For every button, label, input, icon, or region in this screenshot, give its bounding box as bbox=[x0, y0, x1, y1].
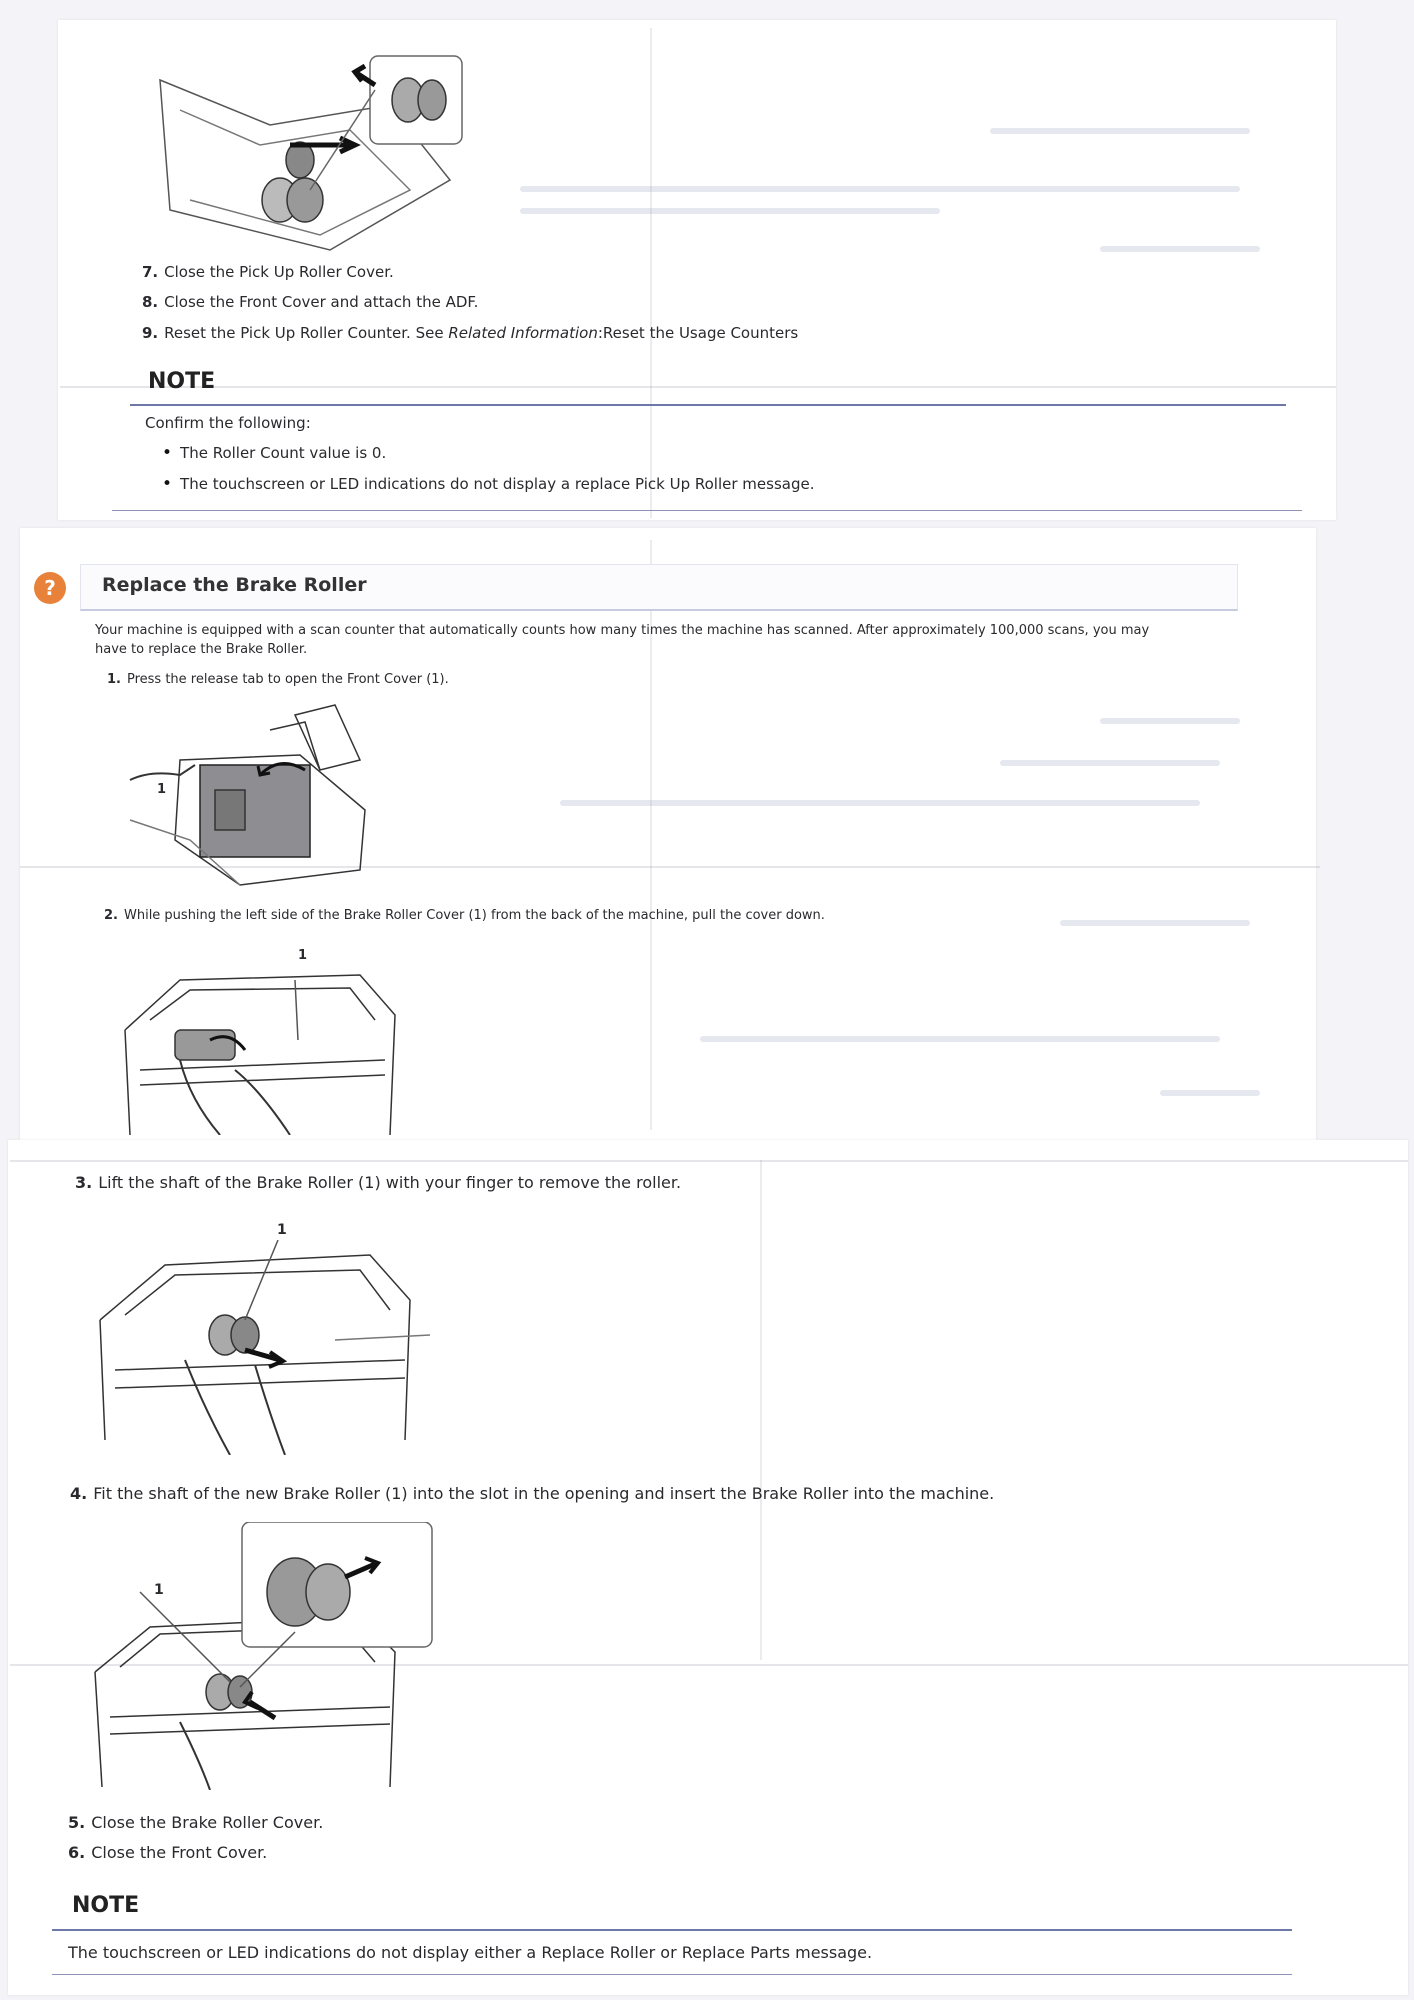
step-text: Close the Pick Up Roller Cover. bbox=[164, 263, 394, 281]
step-number: 6. bbox=[68, 1843, 86, 1862]
bleed-through-text bbox=[560, 800, 1200, 806]
step-text: Close the Brake Roller Cover. bbox=[91, 1813, 324, 1832]
paper-fold bbox=[60, 386, 1336, 388]
step-text: Press the release tab to open the Front Cover (1). bbox=[126, 672, 449, 687]
note-title: NOTE bbox=[72, 1893, 140, 1918]
step-text: Close the Front Cover and attach the ADF. bbox=[164, 293, 479, 311]
callout-label: 1 bbox=[277, 1222, 287, 1238]
note-bullet bbox=[162, 474, 814, 494]
note-text: The touchscreen or LED indications do not display either a Replace Roller or Replace Parts message. bbox=[68, 1943, 873, 1962]
step-text: Lift the shaft of the Brake Roller (1) with your finger to remove the roller. bbox=[98, 1173, 682, 1192]
bleed-through-text bbox=[1000, 760, 1220, 766]
step-3 bbox=[75, 1173, 681, 1192]
step-number: 1. bbox=[107, 672, 121, 687]
callout-label: 1 bbox=[157, 782, 167, 797]
note-divider bbox=[130, 404, 1286, 406]
bleed-through-text bbox=[1060, 920, 1250, 926]
paper-fold bbox=[760, 1160, 762, 1660]
step-8 bbox=[142, 293, 478, 311]
callout-label: 1 bbox=[298, 948, 308, 963]
step-9 bbox=[142, 324, 798, 342]
bleed-through-text bbox=[1100, 718, 1240, 724]
bleed-through-text bbox=[520, 208, 940, 214]
step-text: While pushing the left side of the Brake Roller Cover (1) from the back of the machine, pull the cover down. bbox=[123, 908, 825, 923]
section-intro: Your machine is equipped with a scan counter that automatically counts how many times the machine has scanned. After approximately 100,000 scans, you may bbox=[95, 623, 1150, 638]
bleed-through-text bbox=[700, 1036, 1220, 1042]
step-text: Close the Front Cover. bbox=[91, 1843, 268, 1862]
step-6 bbox=[68, 1843, 267, 1862]
section-intro: have to replace the Brake Roller. bbox=[95, 642, 308, 657]
note-bottom-rule bbox=[112, 510, 1302, 511]
section-title: Replace the Brake Roller bbox=[102, 574, 367, 596]
step-text: Fit the shaft of the new Brake Roller (1) into the slot in the opening and insert the Brake Roller into the machine. bbox=[93, 1484, 995, 1503]
note-bottom-rule bbox=[52, 1974, 1292, 1975]
step-number: 8. bbox=[142, 293, 159, 311]
step-5 bbox=[68, 1813, 323, 1832]
lift-brake-roller-illustration bbox=[95, 1240, 435, 1455]
question-circle-icon[interactable]: ? bbox=[34, 572, 66, 604]
bleed-through-text bbox=[520, 186, 1240, 192]
note-title: NOTE bbox=[148, 369, 216, 394]
bleed-through-text bbox=[990, 128, 1250, 134]
brake-roller-cover-illustration bbox=[120, 960, 410, 1135]
pick-up-roller-illustration bbox=[150, 50, 470, 255]
step-7 bbox=[142, 263, 394, 281]
insert-brake-roller-illustration bbox=[90, 1522, 435, 1790]
step-1 bbox=[107, 672, 449, 687]
note-intro: Confirm the following: bbox=[145, 414, 311, 432]
step-2 bbox=[104, 908, 825, 923]
paper-fold bbox=[10, 1160, 1408, 1162]
step-number: 3. bbox=[75, 1173, 93, 1192]
related-information-link[interactable]: Related Information bbox=[448, 324, 598, 342]
step-number: 7. bbox=[142, 263, 159, 281]
note-bullet-text: The Roller Count value is 0. bbox=[180, 444, 387, 462]
step-number: 2. bbox=[104, 908, 118, 923]
step-text: :Reset the Usage Counters bbox=[597, 324, 799, 342]
bleed-through-text bbox=[1100, 246, 1260, 252]
note-bullet bbox=[162, 443, 386, 463]
step-4 bbox=[70, 1484, 994, 1503]
step-number: 9. bbox=[142, 324, 159, 342]
callout-label: 1 bbox=[154, 1582, 164, 1598]
step-number: 5. bbox=[68, 1813, 86, 1832]
bleed-through-text bbox=[1160, 1090, 1260, 1096]
step-number: 4. bbox=[70, 1484, 88, 1503]
step-text: Reset the Pick Up Roller Counter. See bbox=[164, 324, 449, 342]
note-divider bbox=[52, 1929, 1292, 1931]
paper-fold bbox=[650, 28, 652, 518]
note-bullet-text: The touchscreen or LED indications do not display a replace Pick Up Roller message. bbox=[180, 475, 815, 493]
